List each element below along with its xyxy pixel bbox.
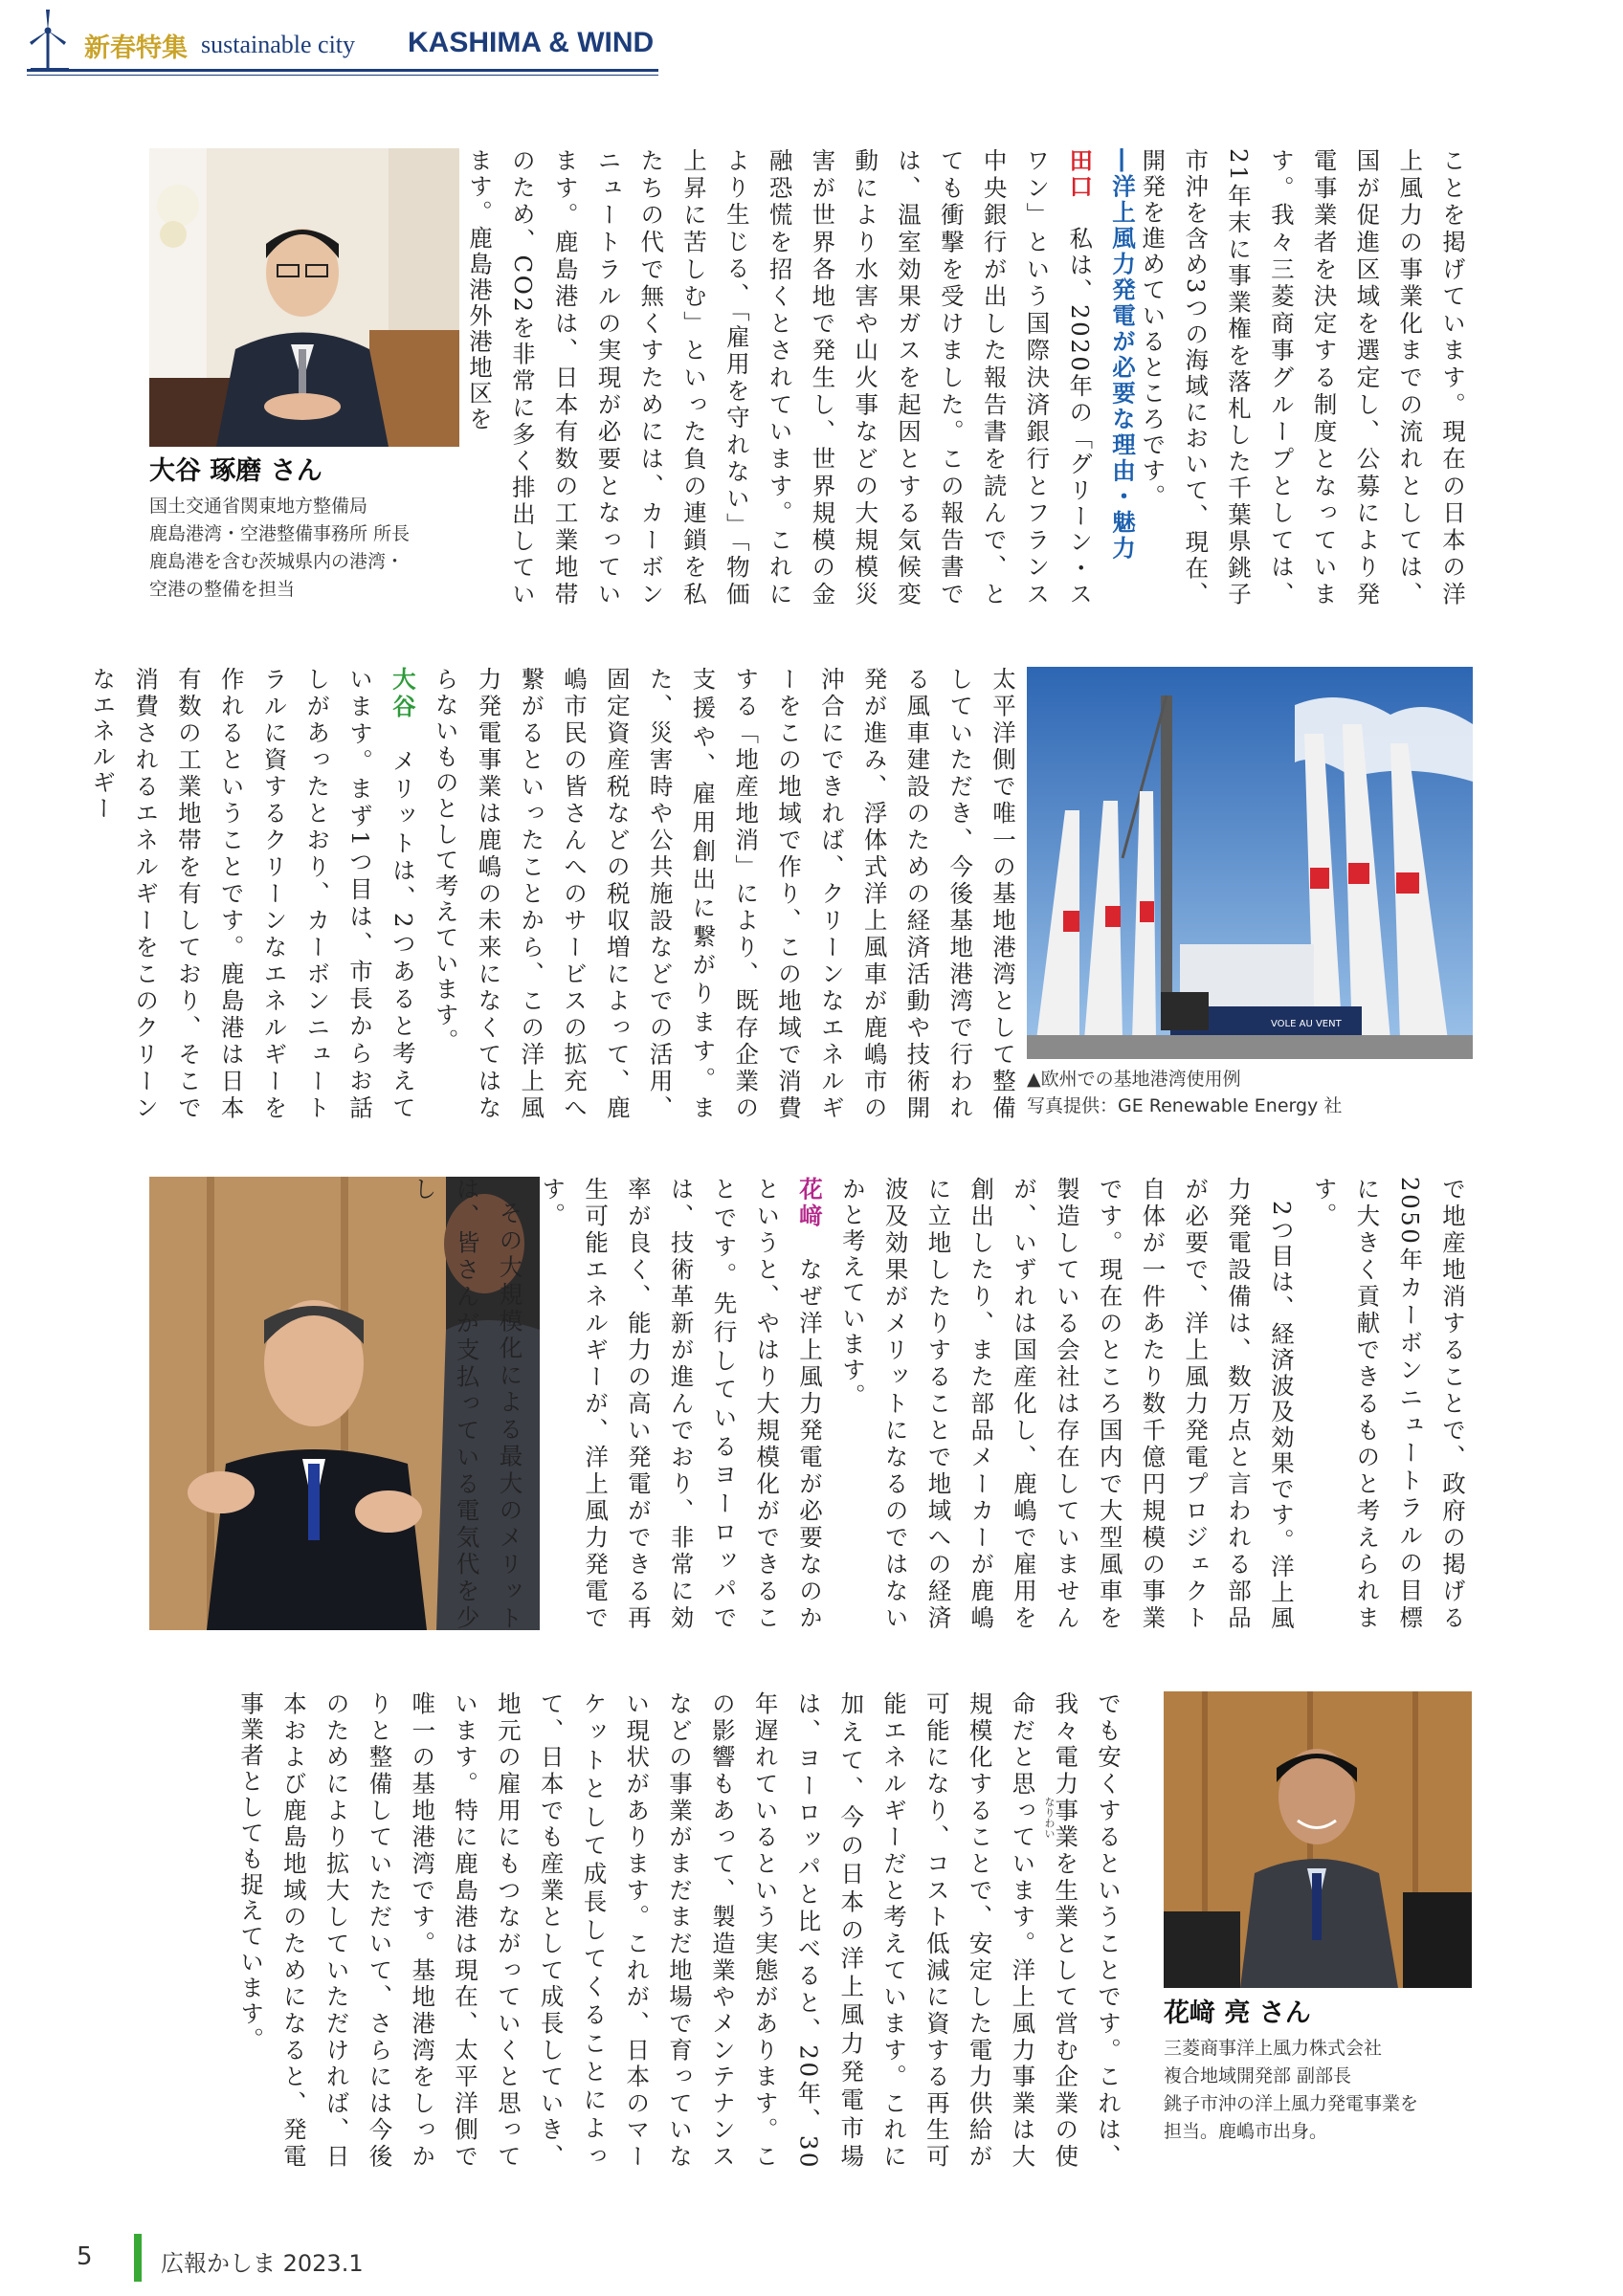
page-number: 5 bbox=[77, 2242, 93, 2271]
hanazaki-title: 複合地域開発部 副部長 bbox=[1164, 2065, 1352, 2086]
hanazaki-company: 三菱商事洋上風力株式会社 bbox=[1164, 2038, 1383, 2059]
figure-caption bbox=[1027, 1066, 1477, 1119]
speaker-label-hanazaki: 花﨑 bbox=[796, 1177, 825, 1230]
paragraph-hanazaki-cont: でも安くするということです。これは、我々電力事業を生業として営む企業の使命だと思っています。洋上風力事業は大規模化することで、安定した電力供給が可能になり、コスト低減に資する再生可能エネルギーだと考えています。これに加えて、今の日本の洋上風力発電市場は、ヨーロッパと比べると、20年、30年遅れているという実態があります。この影響もあって、製造業やメンテナンスなどの事業がまだまだ地場で育っていない現状があります。これが、日本のマーケットとして成長してくることによって、日本でも産業として成長していき、地元の雇用にもつながっていくと思っています。特に鹿島港は現在、太平洋側で唯一の基地港湾です。基地港湾をしっかりと整備していただいて、さらには今後のためにより拡大していただければ、日本および鹿島地域のためになると、発電事業者としても捉えています。 bbox=[237, 1691, 1123, 2170]
page-header bbox=[27, 8, 658, 75]
paragraph-economic-effect: 2つ目は、経済波及効果です。洋上風力発電設備は、数万点と言われる部品が必要で、洋上風力発電プロジェクト自体が一件あたり数千億円規模の事業です。現在のところ国内で大型風車を製造している会社は存在していませんが、いずれは国産化し、鹿嶋で雇用を創出したり、また部品メーカーが鹿嶋に立地したりすることで地域への経済波及効果がメリットになるのではないかと考えています。 bbox=[838, 1177, 1296, 1631]
paragraph-otani-cont: で地産地消することで、政府の掲げる2050年カーボンニュートラルの目標に大きく貢献できるものと考えられます。 bbox=[1310, 1177, 1467, 1631]
hanazaki-role: 銚子市沖の洋上風力発電事業を bbox=[1164, 2093, 1419, 2114]
ruby-nariwai: なりわい bbox=[1043, 1797, 1056, 1839]
speaker-label-taguchi: 田口 bbox=[1066, 148, 1095, 201]
paragraph-otani: メリットは、2つあると考えています。まず1つ目は、市長からお話しがあったとおり、カーボンニュートラルに資するクリーンなエネルギーを作れるということです。鹿島港は日本有数の工業地帯を有しており、そこで消費されるエネルギーをこのクリーンなエネルギー bbox=[89, 667, 417, 1122]
otani-caption bbox=[149, 450, 465, 604]
otani-affiliation: 国土交通省関東地方整備局 bbox=[149, 496, 368, 517]
text-column-2 bbox=[466, 148, 1144, 608]
speaker-label-otani: 大谷 bbox=[389, 667, 417, 722]
otani-photo bbox=[149, 148, 459, 447]
otani-role: 鹿島港を含む茨城県内の港湾・ bbox=[149, 551, 405, 572]
text-column-1 bbox=[1139, 148, 1474, 607]
otani-title: 鹿島港湾・空港整備事務所 所長 bbox=[149, 523, 411, 544]
publication-name: 広報かしま 2023.1 bbox=[161, 2250, 364, 2277]
ship-name: VOLE AU VENT bbox=[1271, 1019, 1342, 1029]
turbine-port-photo bbox=[1027, 667, 1473, 1059]
text-column-4 bbox=[410, 1177, 1474, 1631]
wind-turbine-icon bbox=[27, 8, 77, 71]
text-column-3 bbox=[89, 667, 1024, 1122]
header-rule bbox=[27, 69, 658, 72]
otani-name: 大谷 琢磨 さん bbox=[149, 456, 322, 486]
hanazaki-photo bbox=[1164, 1691, 1472, 1988]
header-brand: KASHIMA & WIND bbox=[408, 27, 655, 58]
paragraph-taguchi: 私は、2020年の「グリーン・スワン」という国際決済銀行とフランス中央銀行が出した報告書を読んで、とても衝撃を受けました。この報告書では、温室効果ガスを起因とする気候変動により水害や山火事などの大規模災害が世界各地で発生し、世界規模の金融恐慌を招くとされています。これにより生じる、「雇用を守れない」「物価上昇に苦しむ」といった負の連鎖を私たちの代で無くすためには、カーボンニュートラルの実現が必要となっています。鹿島港は、日本有数の工業地帯のため、CO2を非常に多く排出しています。鹿島港外港地区を bbox=[466, 148, 1095, 608]
figure-caption-title: ▲欧州での基地港湾使用例 bbox=[1027, 1069, 1241, 1090]
paragraph-taguchi-cont: 太平洋側で唯一の基地港湾として整備していただき、今後基地港湾で行われる風車建設のための経済活動や技術開発が進み、浮体式洋上風車が鹿嶋市の沖合にできれば、クリーンなエネルギーをこの地域で作り、この地域で消費する「地産地消」により、既存企業の支援や、雇用創出に繋がります。また、災害時や公共施設などでの活用、固定資産税などの税収増によって、鹿嶋市民の皆さんへのサービスの拡充へ繋がるといったことから、この洋上風力発電事業は鹿嶋の未来になくてはならないものとして考えています。 bbox=[432, 667, 1017, 1121]
paragraph-hanazaki-2: その大規模化による最大のメリットは、皆さんが支払っている電気代を少し bbox=[410, 1177, 524, 1631]
special-feature-title: 新春特集 bbox=[84, 33, 188, 63]
paragraph-hanazaki: なぜ洋上風力発電が必要なのかというと、やはり大規模化ができることです。先行しているヨーロッパでは、技術革新が進んでおり、非常に効率が良く、能力の高い発電ができる再生可能エネルギーが、洋上風力発電です。 bbox=[539, 1177, 825, 1631]
hanazaki-origin: 担当。鹿嶋市出身。 bbox=[1164, 2121, 1328, 2142]
header-subtitle: sustainable city bbox=[201, 31, 356, 58]
section-heading: ―洋上風力発電が必要な理由・魅力 bbox=[1109, 148, 1137, 562]
otani-role-cont: 空港の整備を担当 bbox=[149, 579, 296, 600]
figure-credit: 写真提供：GE Renewable Energy 社 bbox=[1027, 1095, 1343, 1116]
hanazaki-caption bbox=[1164, 1992, 1479, 2146]
hanazaki-name: 花﨑 亮 さん bbox=[1164, 1998, 1311, 2028]
paragraph-intro: ことを掲げています。現在の日本の洋上風力の事業化までの流れとしては、国が促進区域を選定し、公募により発電事業者を決定する制度となっています。我々三菱商事グループとしては、21年末に事業権を落札した千葉県銚子市沖を含め3つの海域において、現在、開発を進めているところです。 bbox=[1139, 148, 1467, 607]
text-column-5 bbox=[237, 1691, 1129, 2170]
footer-accent-bar bbox=[134, 2234, 142, 2282]
header-rule-thin bbox=[27, 75, 658, 76]
